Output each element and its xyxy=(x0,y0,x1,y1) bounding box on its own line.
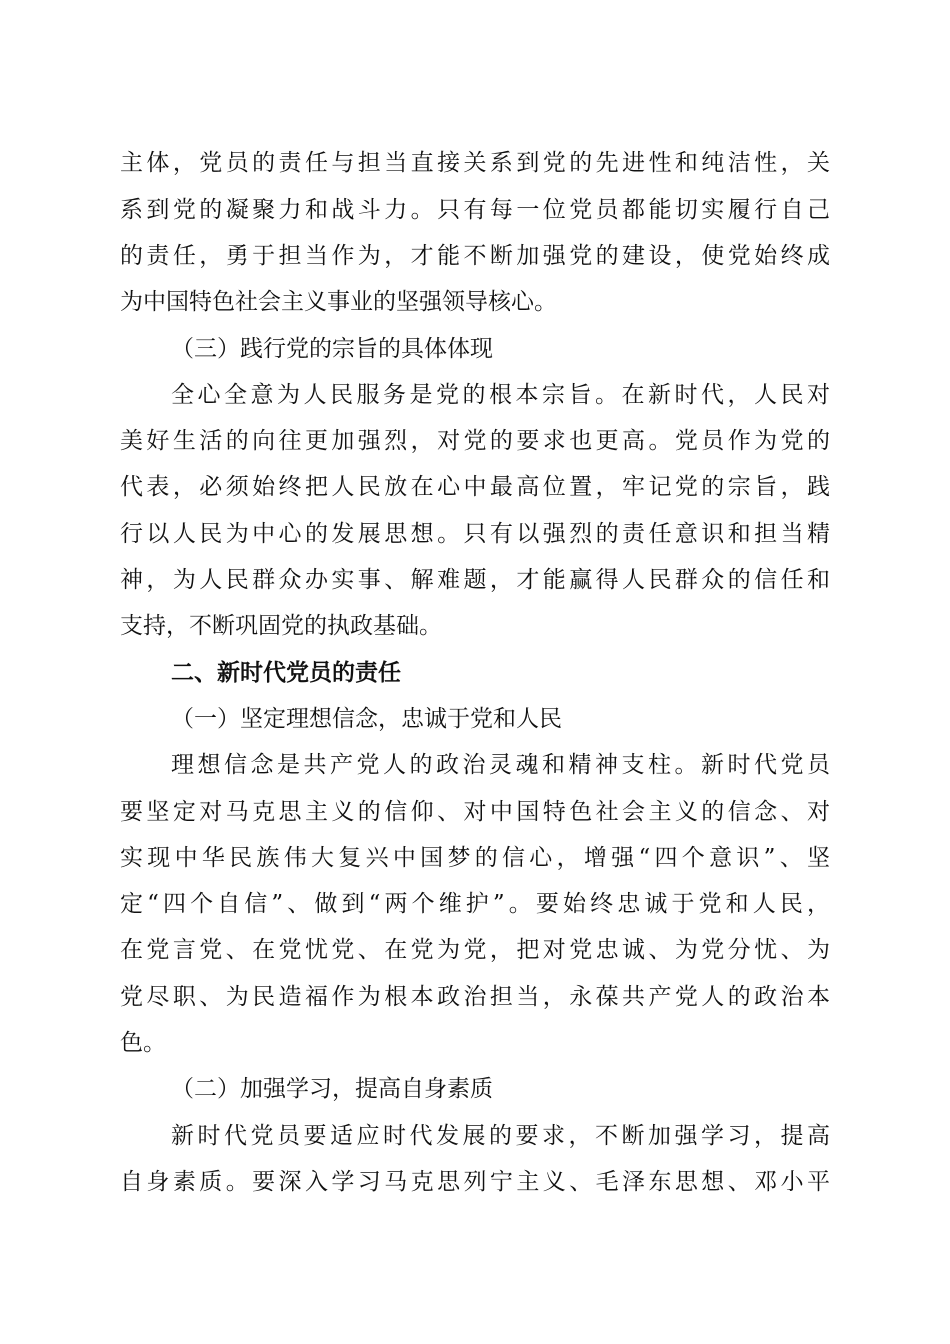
body-text-line: 在党言党、在党忧党、在党为党，把对党忠诚、为党分忧、为 xyxy=(120,937,830,963)
body-text-line: 神，为人民群众办实事、解难题，才能赢得人民群众的信任和 xyxy=(120,567,830,593)
subsection-heading-3: （三）践行党的宗旨的具体体现 xyxy=(171,336,493,362)
body-text-line: 色。 xyxy=(120,1030,166,1056)
section-heading-2: 二、新时代党员的责任 xyxy=(171,660,401,686)
body-text-line: 理想信念是共产党人的政治灵魂和精神支柱。新时代党员 xyxy=(171,752,830,778)
body-text-line: 系到党的凝聚力和战斗力。只有每一位党员都能切实履行自己 xyxy=(120,197,830,223)
body-text-line: 代表，必须始终把人民放在心中最高位置，牢记党的宗旨，践 xyxy=(120,474,830,500)
body-text-line: 党尽职、为民造福作为根本政治担当，永葆共产党人的政治本 xyxy=(120,984,830,1010)
body-text-line: 定“四个自信”、做到“两个维护”。要始终忠诚于党和人民， xyxy=(120,891,830,917)
body-text-line: 实现中华民族伟大复兴中国梦的信心，增强“四个意识”、坚 xyxy=(120,845,830,871)
body-text-line: 新时代党员要适应时代发展的要求，不断加强学习，提高 xyxy=(171,1123,830,1149)
body-text-line: 行以人民为中心的发展思想。只有以强烈的责任意识和担当精 xyxy=(120,521,830,547)
body-text-line: 支持，不断巩固党的执政基础。 xyxy=(120,613,442,639)
body-text-line: 自身素质。要深入学习马克思列宁主义、毛泽东思想、邓小平 xyxy=(120,1169,830,1195)
body-text-line: 的责任，勇于担当作为，才能不断加强党的建设，使党始终成 xyxy=(120,243,830,269)
subsection-heading-2: （二）加强学习，提高自身素质 xyxy=(171,1076,493,1102)
body-text-line: 要坚定对马克思主义的信仰、对中国特色社会主义的信念、对 xyxy=(120,799,830,825)
body-text-line: 为中国特色社会主义事业的坚强领导核心。 xyxy=(120,289,557,315)
subsection-heading-1: （一）坚定理想信念，忠诚于党和人民 xyxy=(171,706,562,732)
body-text-line: 全心全意为人民服务是党的根本宗旨。在新时代，人民对 xyxy=(171,382,830,408)
body-text-line: 主体，党员的责任与担当直接关系到党的先进性和纯洁性，关 xyxy=(120,150,830,176)
body-text-line: 美好生活的向往更加强烈，对党的要求也更高。党员作为党的 xyxy=(120,428,830,454)
